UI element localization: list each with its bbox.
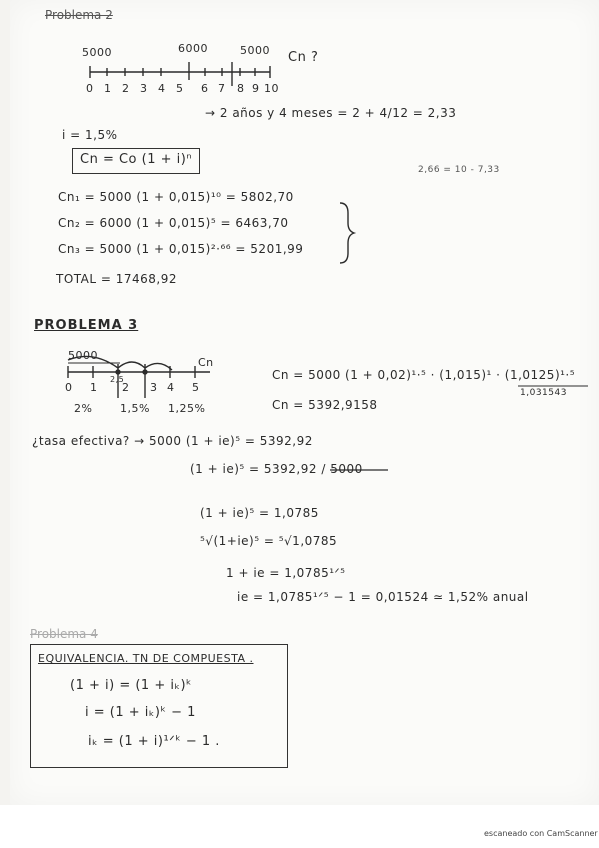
tick-label-4: 4 bbox=[158, 82, 166, 95]
eff-rate-line-1: ¿tasa efectiva? → 5000 (1 + ie)⁵ = 5392,92 bbox=[32, 434, 313, 448]
amount-5: 6000 bbox=[178, 42, 208, 55]
cn-unknown-label: Cn ? bbox=[288, 50, 319, 65]
p3-tick-5: 5 bbox=[192, 381, 200, 394]
p3-amount: 5000 bbox=[68, 349, 98, 362]
calc-brace bbox=[340, 203, 354, 263]
p3-tick-1: 1 bbox=[90, 381, 98, 394]
p3-tick-3: 3 bbox=[150, 381, 158, 394]
side-note: 2,66 = 10 - 7,33 bbox=[418, 165, 500, 175]
p3-cn-result: Cn = 5392,9158 bbox=[272, 398, 378, 412]
amount-7-33: 5000 bbox=[240, 44, 270, 57]
equivalence-line-2: i = (1 + iₖ)ᵏ − 1 bbox=[85, 705, 196, 720]
p3-cn-formula: Cn = 5000 (1 + 0,02)¹·⁵ · (1,015)¹ · (1,0125)¹·⁵ bbox=[272, 368, 576, 382]
years-note: → 2 años y 4 meses = 2 + 4/12 = 2,33 bbox=[205, 106, 457, 120]
eff-rate-line-4: ⁵√(1+ie)⁵ = ⁵√1,0785 bbox=[200, 534, 338, 548]
calc-line-3: Cn₃ = 5000 (1 + 0,015)²·⁶⁶ = 5201,99 bbox=[58, 242, 304, 256]
p3-small-label: 2,5 bbox=[110, 375, 125, 384]
p3-tick-0: 0 bbox=[65, 381, 73, 394]
equivalence-line-1: (1 + i) = (1 + iₖ)ᵏ bbox=[70, 678, 193, 693]
p3-aux-value: 1,031543 bbox=[520, 388, 567, 398]
rate-line: i = 1,5% bbox=[62, 128, 118, 142]
point-3 bbox=[143, 370, 147, 374]
calc-line-2: Cn₂ = 6000 (1 + 0,015)⁵ = 6463,70 bbox=[58, 216, 289, 230]
rate-segment-3: 1,25% bbox=[168, 402, 206, 415]
equivalence-line-3: iₖ = (1 + i)¹ᐟᵏ − 1 . bbox=[88, 734, 220, 749]
arrow-arc-2 bbox=[118, 362, 145, 368]
p3-tick-2: 2 bbox=[122, 381, 130, 394]
tick-label-5: 5 bbox=[176, 82, 184, 95]
tick-label-7: 7 bbox=[218, 82, 226, 95]
equivalence-title: EQUIVALENCIA. TN DE COMPUESTA . bbox=[38, 652, 254, 665]
amount-0: 5000 bbox=[82, 46, 112, 59]
tick-label-3: 3 bbox=[140, 82, 148, 95]
eff-rate-line-5: 1 + ie = 1,0785¹ᐟ⁵ bbox=[226, 566, 346, 580]
p3-tick-4: 4 bbox=[167, 381, 175, 394]
tick-label-2: 2 bbox=[122, 82, 130, 95]
problem4-heading-scribbled: Problema 4 bbox=[30, 627, 98, 641]
problem2-heading-scribbled: Problema 2 bbox=[45, 8, 113, 22]
tick-label-6: 6 bbox=[201, 82, 209, 95]
eff-rate-line-2: (1 + ie)⁵ = 5392,92 / 5000 bbox=[190, 462, 363, 476]
tick-label-0: 0 bbox=[86, 82, 94, 95]
eff-rate-line-3: (1 + ie)⁵ = 1,0785 bbox=[200, 506, 319, 520]
tick-label-10: 10 bbox=[264, 82, 279, 95]
arrow-arc-3 bbox=[145, 363, 172, 370]
tick-label-9: 9 bbox=[252, 82, 260, 95]
scanner-watermark: escaneado con CamScanner bbox=[484, 829, 598, 838]
rate-segment-2: 1,5% bbox=[120, 402, 150, 415]
p3-cn-label: Cn bbox=[198, 356, 214, 369]
rate-segment-1: 2% bbox=[74, 402, 93, 415]
point-2 bbox=[116, 370, 120, 374]
eff-rate-line-6: ie = 1,0785¹ᐟ⁵ − 1 = 0,01524 ≃ 1,52% anual bbox=[237, 590, 529, 604]
total-line: TOTAL = 17468,92 bbox=[56, 272, 178, 286]
tick-label-1: 1 bbox=[104, 82, 112, 95]
compound-formula: Cn = Co (1 + i)ⁿ bbox=[80, 152, 192, 167]
problem3-heading: PROBLEMA 3 bbox=[34, 318, 139, 333]
calc-line-1: Cn₁ = 5000 (1 + 0,015)¹⁰ = 5802,70 bbox=[58, 190, 294, 204]
tick-label-8: 8 bbox=[237, 82, 245, 95]
